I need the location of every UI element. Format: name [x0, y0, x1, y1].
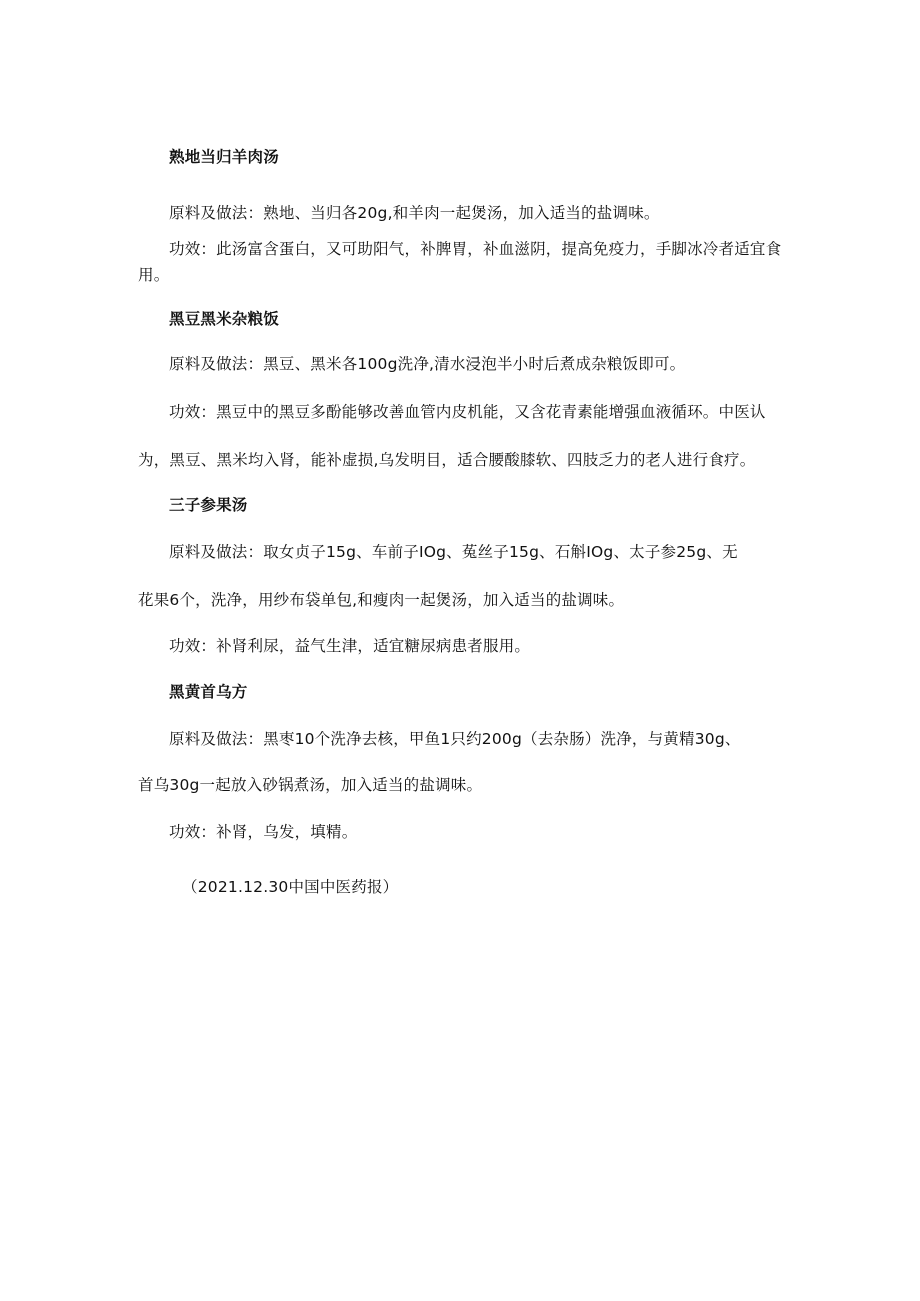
source-citation: （2021.12.30中国中医药报） [182, 878, 399, 896]
recipe-ingredients: 原料及做法：黑枣10个洗净去核，甲鱼1只约200g（去杂肠）洗净，与黄精30g、 [169, 730, 741, 748]
recipe-ingredients: 原料及做法：熟地、当归各20g,和羊肉一起煲汤，加入适当的盐调味。 [169, 204, 660, 222]
recipe-effects: 功效：补肾利尿，益气生津，适宜糖尿病患者服用。 [169, 637, 531, 655]
section-title: 黑豆黑米杂粮饭 [169, 310, 279, 328]
recipe-ingredients: 原料及做法：取女贞子15g、车前子IOg、菟丝子15g、石斛IOg、太子参25g、无 [169, 543, 738, 561]
recipe-effects-continued: 为，黑豆、黑米均入肾，能补虚损,乌发明目，适合腰酸膝软、四肢乏力的老人进行食疗。 [138, 451, 756, 469]
recipe-effects: 功效：此汤富含蛋白，又可助阳气，补脾胃，补血滋阴，提高免疫力，手脚冰冷者适宜食 [169, 240, 782, 258]
recipe-effects: 功效：补肾，乌发，填精。 [169, 823, 358, 841]
section-title: 三子参果汤 [169, 496, 248, 514]
recipe-effects: 功效：黑豆中的黑豆多酚能够改善血管内皮机能，又含花青素能增强血液循环。中医认 [169, 403, 766, 421]
section-title: 熟地当归羊肉汤 [169, 148, 279, 166]
recipe-ingredients-continued: 首乌30g一起放入砂锅煮汤，加入适当的盐调味。 [138, 776, 483, 794]
section-title: 黑黄首乌方 [169, 683, 248, 701]
recipe-ingredients-continued: 花果6个，洗净，用纱布袋单包,和瘦肉一起煲汤，加入适当的盐调味。 [138, 591, 625, 609]
recipe-effects-continued: 用。 [138, 266, 170, 284]
recipe-ingredients: 原料及做法：黑豆、黑米各100g洗净,清水浸泡半小时后煮成杂粮饭即可。 [169, 355, 686, 373]
